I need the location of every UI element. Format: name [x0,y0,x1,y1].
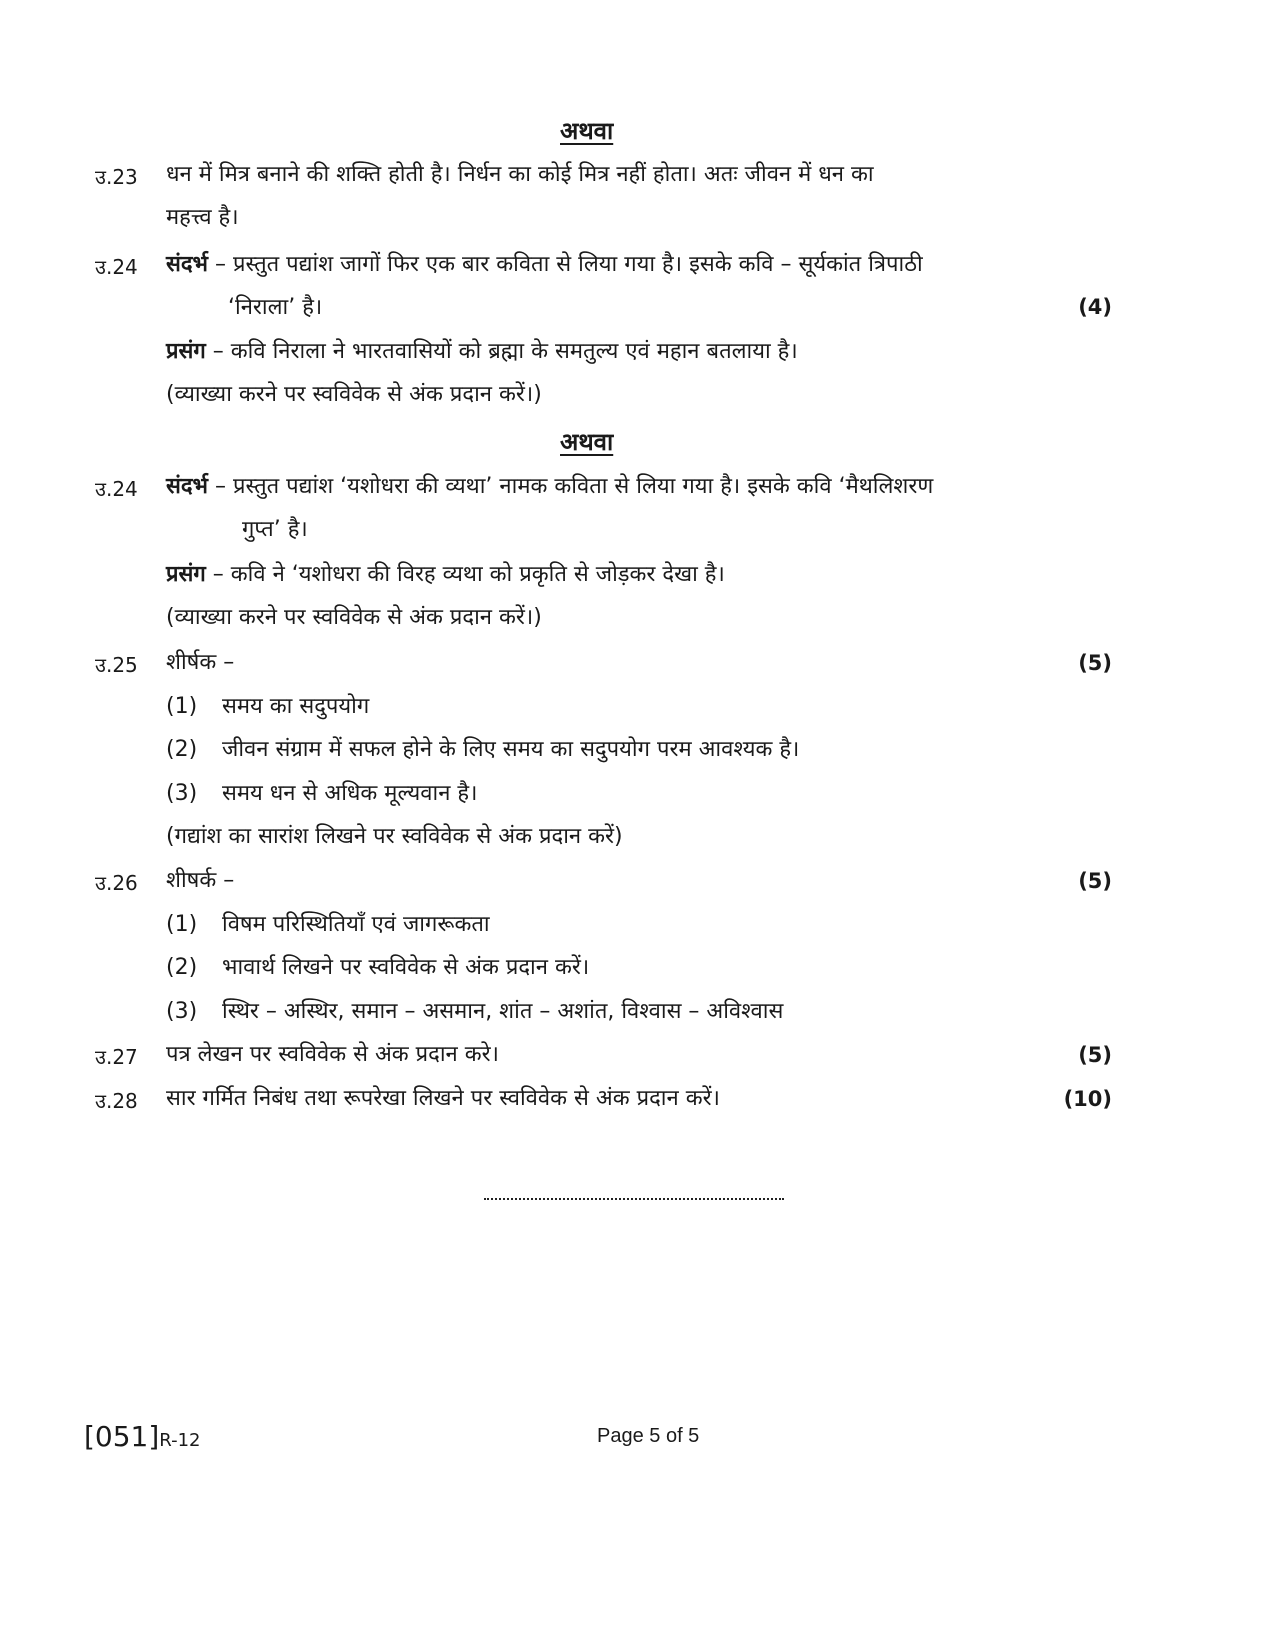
sandarbh-continuation: गुप्त’ है। [242,517,308,542]
answer-number: उ.25 [95,653,138,677]
marks: (5) [1078,651,1112,675]
sandarbh-text: – प्रस्तुत पद्यांश ‘यशोधरा की व्यथा’ नामक कविता से लिया गया है। इसके कवि ‘मैथलिशरण [208,474,934,499]
section-title: शीषर्क – [166,868,235,893]
sandarbh-text: – प्रस्तुत पद्यांश जागों फिर एक बार कविता से लिया गया है। इसके कवि – सूर्यकांत त्रिपाठी [208,252,923,277]
answer-number: उ.28 [95,1089,138,1113]
list-item: जीवन संग्राम में सफल होने के लिए समय का सदुपयोग परम आवश्यक है। [222,737,800,762]
evaluation-note: (व्याख्या करने पर स्वविवेक से अंक प्रदान करें।) [166,605,542,630]
list-item-number: (3) [166,781,198,806]
prasang-label: प्रसंग [166,339,206,364]
list-item: स्थिर – अस्थिर, समान – असमान, शांत – अशांत, विश्वास – अविश्वास [222,999,784,1024]
sandarbh-label: संदर्भ [166,252,209,277]
prasang-line [166,560,725,590]
list-item-number: (2) [166,737,198,762]
prasang-text: – कवि निराला ने भारतवासियों को ब्रह्मा के समतुल्य एवं महान बतलाया है। [205,339,798,364]
list-item-number: (2) [166,955,198,980]
list-item-number: (1) [166,694,198,719]
answer-number: उ.24 [95,477,138,501]
section-title: शीर्षक – [166,650,235,675]
answer-number: उ.27 [95,1045,138,1069]
paper-code-sub: R-12 [159,1430,201,1451]
marks: (5) [1078,1043,1112,1067]
prasang-line [166,337,798,367]
answer-text: धन में मित्र बनाने की शक्ति होती है। निर्धन का कोई मित्र नहीं होता। अतः जीवन में धन का [166,162,874,187]
list-item: विषम परिस्थितियाँ एवं जागरूकता [222,912,490,937]
answer-number: उ.23 [95,165,138,189]
marks: (4) [1078,295,1112,319]
heading-athava: अथवा [560,428,614,456]
marks: (10) [1063,1087,1112,1111]
list-item: भावार्थ लिखने पर स्वविवेक से अंक प्रदान करें। [222,955,590,980]
answer-number: उ.24 [95,255,138,279]
sandarbh-continuation: ‘निराला’ है। [228,295,323,320]
list-item-number: (1) [166,912,198,937]
list-item: समय धन से अधिक मूल्यवान है। [222,781,478,806]
page-number: Page 5 of 5 [597,1425,700,1447]
list-item-number: (3) [166,999,198,1024]
sandarbh-label: संदर्भ [166,474,209,499]
end-separator [484,1198,784,1200]
marks: (5) [1078,869,1112,893]
sandarbh-line [166,250,923,280]
prasang-label: प्रसंग [166,562,206,587]
heading-athava: अथवा [560,117,614,145]
sandarbh-line [166,472,933,502]
evaluation-note: (व्याख्या करने पर स्वविवेक से अंक प्रदान करें।) [166,382,542,407]
evaluation-note: (गद्यांश का सारांश लिखने पर स्वविवेक से अंक प्रदान करें) [166,824,623,849]
answer-text: पत्र लेखन पर स्वविवेक से अंक प्रदान करे। [166,1042,499,1067]
paper-code-main: [051] [84,1420,160,1453]
answer-text: सार गर्मित निबंध तथा रूपरेखा लिखने पर स्वविवेक से अंक प्रदान करें। [166,1086,720,1111]
answer-text: महत्त्व है। [166,205,239,230]
list-item: समय का सदुपयोग [222,694,370,719]
paper-code [84,1420,200,1453]
prasang-text: – कवि ने ‘यशोधरा की विरह व्यथा को प्रकृति से जोड़कर देखा है। [205,562,725,587]
answer-number: उ.26 [95,871,138,895]
